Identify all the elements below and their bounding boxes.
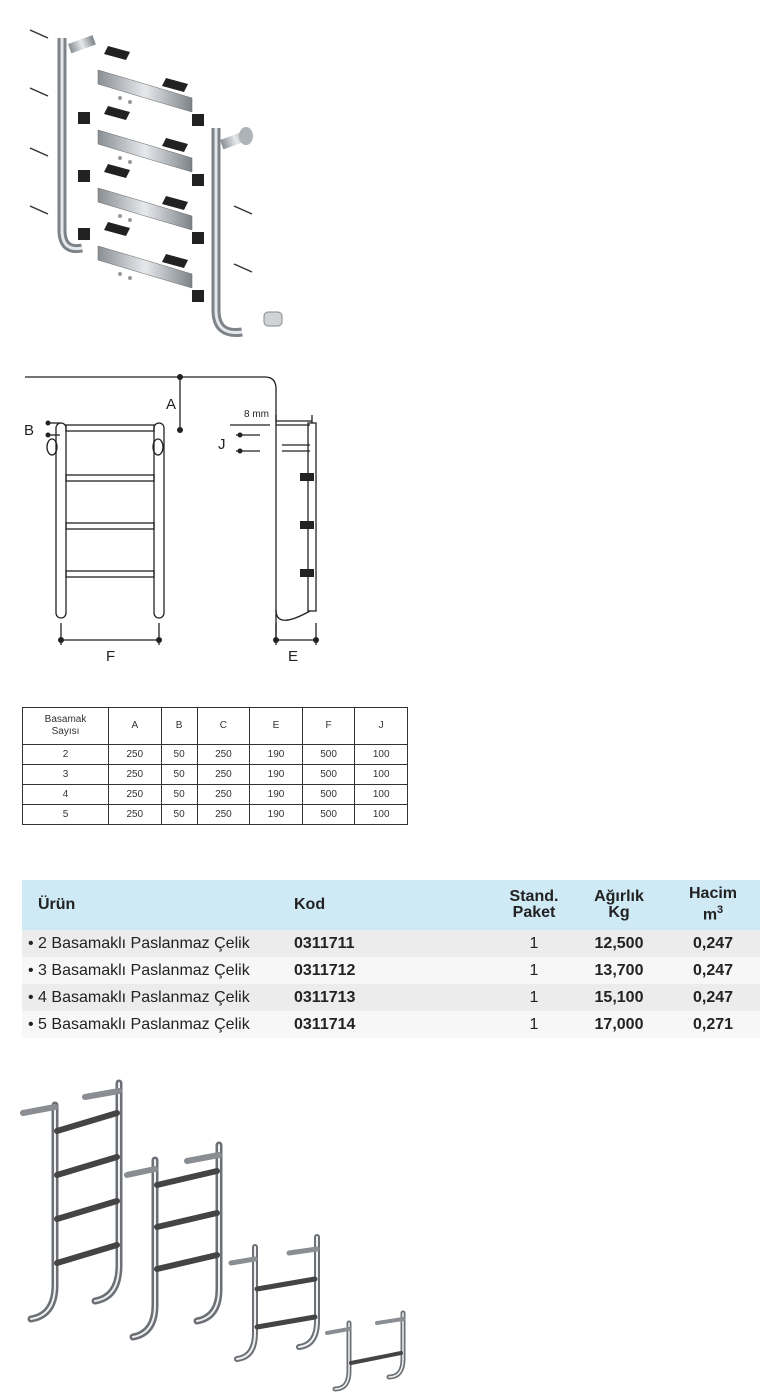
value-cell: 190 <box>250 765 303 785</box>
product-weight: 17,000 <box>572 1011 666 1038</box>
ladder-product-photo <box>15 1075 415 1395</box>
value-cell: 190 <box>250 745 303 765</box>
table-row <box>23 765 408 785</box>
product-name: • 4 Basamaklı Paslanmaz Çelik <box>22 984 294 1011</box>
ladder-5-step-icon <box>23 1083 119 1319</box>
table-row <box>23 745 408 765</box>
product-weight: 15,100 <box>572 984 666 1011</box>
product-name: • 2 Basamaklı Paslanmaz Çelik <box>22 930 294 957</box>
col-header-e: E <box>250 708 303 745</box>
product-name: • 3 Basamaklı Paslanmaz Çelik <box>22 957 294 984</box>
header-urun: Ürün <box>22 880 294 930</box>
header-hacim-line2: m <box>702 906 718 924</box>
product-table-header <box>22 880 760 930</box>
dim-label-j: J <box>218 436 226 453</box>
ladder-2-step-icon <box>327 1313 403 1389</box>
value-cell: 100 <box>355 765 408 785</box>
dim-label-a: A <box>166 396 177 413</box>
table-row <box>23 785 408 805</box>
product-volume: 0,271 <box>666 1011 760 1038</box>
header-kod: Kod <box>294 880 496 930</box>
value-cell: 250 <box>197 785 250 805</box>
product-paket: 1 <box>496 930 572 957</box>
header-hacim-line1: Hacim <box>688 885 738 903</box>
steps-cell: 5 <box>23 805 109 825</box>
value-cell: 250 <box>109 765 162 785</box>
header-agirlik-line2: Kg <box>608 904 630 921</box>
header-agirlik <box>572 880 666 930</box>
value-cell: 250 <box>197 765 250 785</box>
table-row <box>22 1011 760 1038</box>
value-cell: 500 <box>302 765 355 785</box>
steps-header <box>23 708 109 745</box>
value-cell: 50 <box>161 785 197 805</box>
value-cell: 250 <box>197 805 250 825</box>
product-paket: 1 <box>496 984 572 1011</box>
value-cell: 50 <box>161 745 197 765</box>
value-cell: 50 <box>161 805 197 825</box>
col-header-b: B <box>161 708 197 745</box>
product-code: 0311712 <box>294 957 496 984</box>
product-name: • 5 Basamaklı Paslanmaz Çelik <box>22 1011 294 1038</box>
header-stand-line2: Paket <box>512 904 556 921</box>
dim-label-b: B <box>24 422 35 439</box>
value-cell: 500 <box>302 805 355 825</box>
product-code: 0311713 <box>294 984 496 1011</box>
product-volume: 0,247 <box>666 984 760 1011</box>
product-volume: 0,247 <box>666 957 760 984</box>
col-header-f: F <box>302 708 355 745</box>
value-cell: 100 <box>355 805 408 825</box>
header-stand-line1: Stand. <box>509 888 559 905</box>
value-cell: 500 <box>302 745 355 765</box>
product-volume: 0,247 <box>666 930 760 957</box>
value-cell: 190 <box>250 785 303 805</box>
value-cell: 190 <box>250 805 303 825</box>
dim-label-8mm: 8 mm <box>244 409 269 420</box>
table-row <box>22 957 760 984</box>
header-hacim-sup: 3 <box>717 904 724 917</box>
technical-dimension-drawing <box>20 365 340 670</box>
product-weight: 13,700 <box>572 957 666 984</box>
steps-header-line1: Basamak <box>44 714 87 725</box>
table-row <box>22 984 760 1011</box>
product-weight: 12,500 <box>572 930 666 957</box>
exploded-ladder-illustration <box>20 20 300 350</box>
header-stand <box>496 880 572 930</box>
ladder-4-step-icon <box>127 1145 219 1337</box>
steps-cell: 2 <box>23 745 109 765</box>
value-cell: 250 <box>109 745 162 765</box>
product-table <box>22 880 760 1038</box>
value-cell: 500 <box>302 785 355 805</box>
product-paket: 1 <box>496 1011 572 1038</box>
steps-cell: 3 <box>23 765 109 785</box>
product-code: 0311714 <box>294 1011 496 1038</box>
value-cell: 250 <box>197 745 250 765</box>
value-cell: 100 <box>355 785 408 805</box>
col-header-j: J <box>355 708 408 745</box>
col-header-a: A <box>109 708 162 745</box>
value-cell: 250 <box>109 805 162 825</box>
steps-header-line2: Sayısı <box>51 726 80 737</box>
table-row <box>22 930 760 957</box>
dim-label-f: F <box>106 648 116 665</box>
value-cell: 50 <box>161 765 197 785</box>
ladder-3-step-icon <box>231 1237 317 1359</box>
dim-label-e: E <box>288 648 299 665</box>
steps-cell: 4 <box>23 785 109 805</box>
value-cell: 250 <box>109 785 162 805</box>
header-agirlik-line1: Ağırlık <box>594 888 644 905</box>
dimension-table-header <box>23 708 408 745</box>
dimension-table <box>22 707 408 825</box>
table-row <box>23 805 408 825</box>
col-header-c: C <box>197 708 250 745</box>
value-cell: 100 <box>355 745 408 765</box>
product-code: 0311711 <box>294 930 496 957</box>
header-hacim <box>666 880 760 930</box>
product-paket: 1 <box>496 957 572 984</box>
